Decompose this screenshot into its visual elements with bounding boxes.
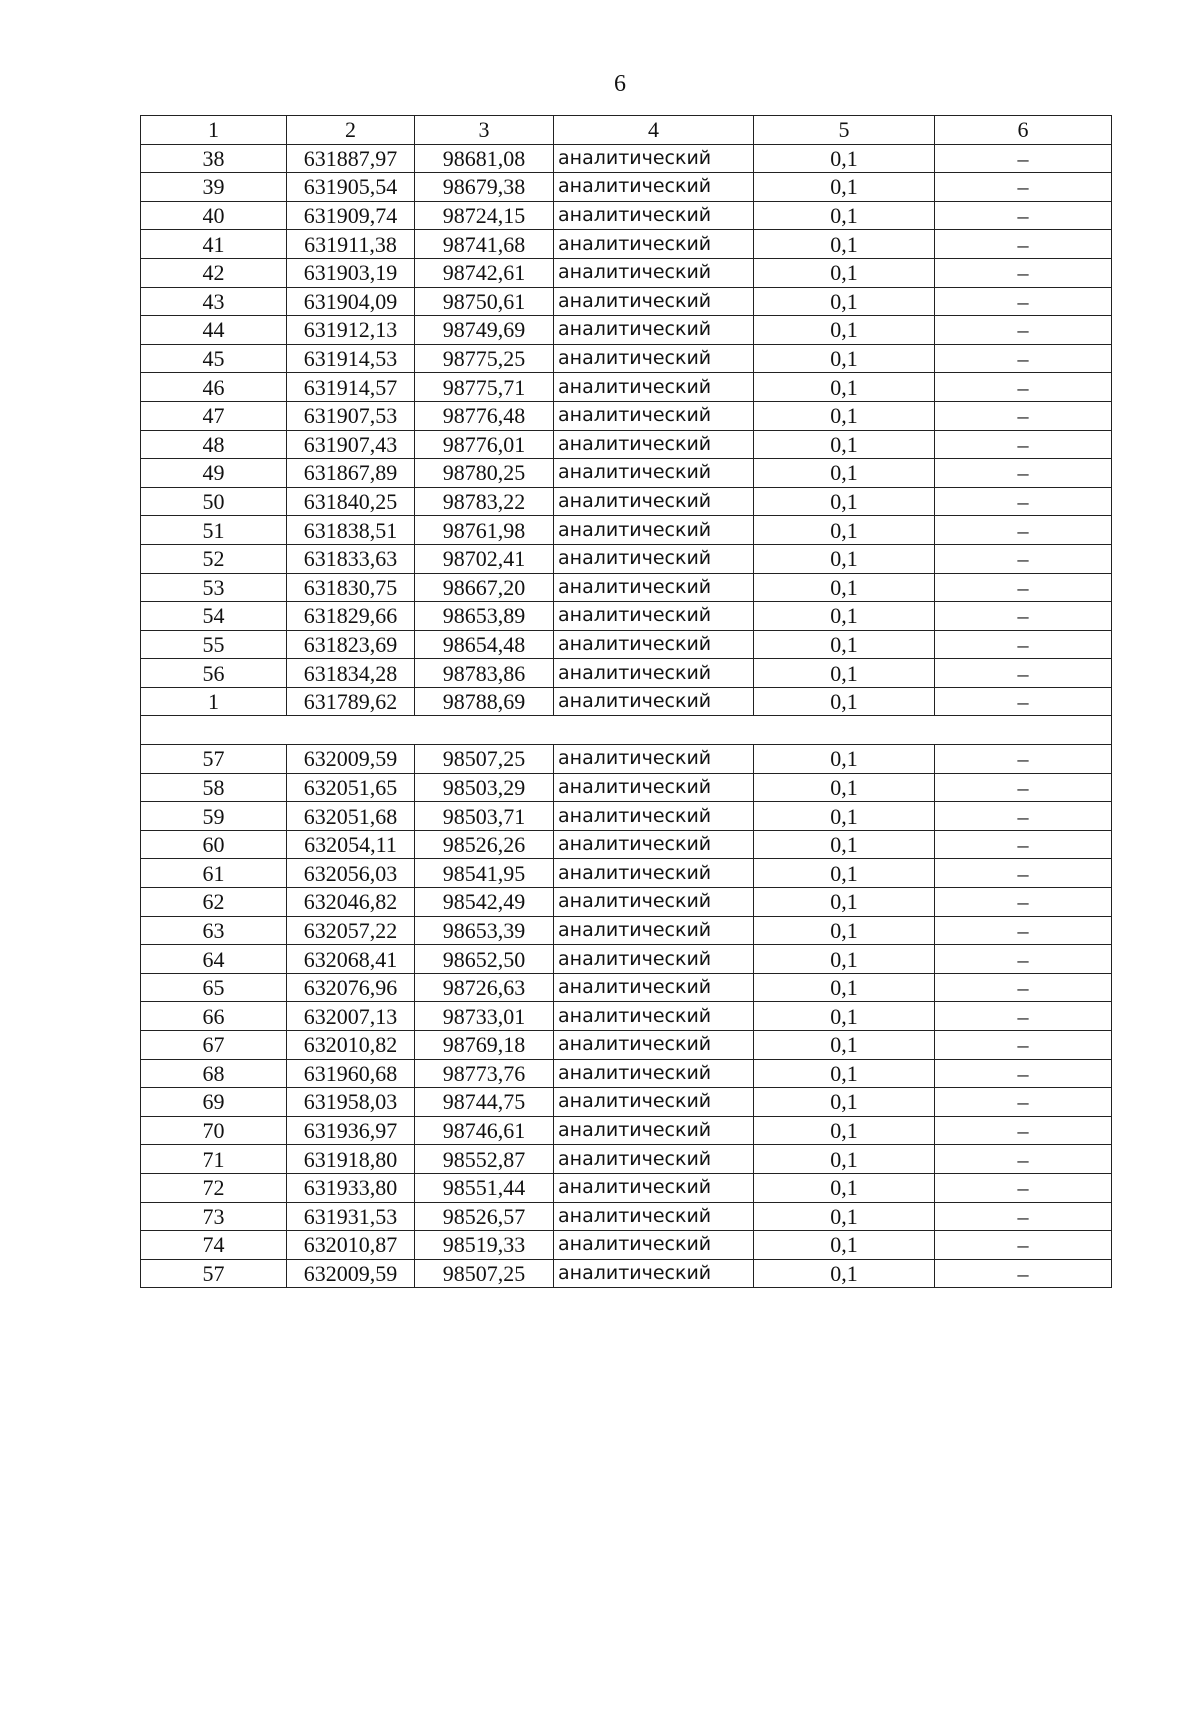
table-row xyxy=(141,544,1112,573)
table-cell: 632051,68 xyxy=(287,802,415,831)
table-cell: 98652,50 xyxy=(415,945,554,974)
table-row xyxy=(141,745,1112,774)
table-cell: 66 xyxy=(141,1002,287,1031)
table-cell: аналитический xyxy=(554,230,754,259)
table-cell: 0,1 xyxy=(754,258,935,287)
table-cell: аналитический xyxy=(554,544,754,573)
table-cell: аналитический xyxy=(554,973,754,1002)
table-row xyxy=(141,859,1112,888)
table-cell: 0,1 xyxy=(754,516,935,545)
column-header: 5 xyxy=(754,116,935,145)
table-cell: 632010,82 xyxy=(287,1031,415,1060)
table-cell: 98742,61 xyxy=(415,258,554,287)
table-cell: – xyxy=(935,859,1112,888)
table-cell: – xyxy=(935,230,1112,259)
table-cell: 98681,08 xyxy=(415,144,554,173)
table-row xyxy=(141,258,1112,287)
table-cell: 38 xyxy=(141,144,287,173)
table-cell: аналитический xyxy=(554,344,754,373)
table-cell: 70 xyxy=(141,1116,287,1145)
table-row xyxy=(141,973,1112,1002)
table-cell: 56 xyxy=(141,659,287,688)
coordinates-table xyxy=(140,115,1112,1288)
table-cell: – xyxy=(935,1231,1112,1260)
table-cell: 0,1 xyxy=(754,630,935,659)
table-cell: аналитический xyxy=(554,258,754,287)
table-row xyxy=(141,401,1112,430)
table-row xyxy=(141,144,1112,173)
table-cell: 98773,76 xyxy=(415,1059,554,1088)
table-cell: – xyxy=(935,430,1112,459)
table-row xyxy=(141,1231,1112,1260)
table-cell: – xyxy=(935,916,1112,945)
table-cell: 631911,38 xyxy=(287,230,415,259)
table-cell: 51 xyxy=(141,516,287,545)
table-row xyxy=(141,1002,1112,1031)
table-row xyxy=(141,888,1112,917)
table-cell: 63 xyxy=(141,916,287,945)
table-cell: 98744,75 xyxy=(415,1088,554,1117)
table-cell: 0,1 xyxy=(754,687,935,716)
table-cell: 632010,87 xyxy=(287,1231,415,1260)
table-cell: 0,1 xyxy=(754,973,935,1002)
table-cell: – xyxy=(935,401,1112,430)
table-cell: – xyxy=(935,1173,1112,1202)
table-cell: 0,1 xyxy=(754,773,935,802)
table-cell: 48 xyxy=(141,430,287,459)
table-cell: 67 xyxy=(141,1031,287,1060)
table-cell: 631914,53 xyxy=(287,344,415,373)
table-cell: 0,1 xyxy=(754,1202,935,1231)
table-cell: 0,1 xyxy=(754,1173,935,1202)
table-cell: – xyxy=(935,602,1112,631)
table-cell: – xyxy=(935,287,1112,316)
table-cell: аналитический xyxy=(554,745,754,774)
table-row xyxy=(141,1202,1112,1231)
table-row xyxy=(141,230,1112,259)
table-cell: аналитический xyxy=(554,802,754,831)
table-cell: 98750,61 xyxy=(415,287,554,316)
table-cell: 98552,87 xyxy=(415,1145,554,1174)
table-cell: – xyxy=(935,630,1112,659)
table-cell: – xyxy=(935,344,1112,373)
table-cell: 62 xyxy=(141,888,287,917)
table-cell: 98679,38 xyxy=(415,173,554,202)
table-cell: 98526,57 xyxy=(415,1202,554,1231)
table-cell: 98653,89 xyxy=(415,602,554,631)
table-cell: 54 xyxy=(141,602,287,631)
table-cell: 64 xyxy=(141,945,287,974)
table-cell: 0,1 xyxy=(754,430,935,459)
table-cell: 631914,57 xyxy=(287,373,415,402)
table-cell: 98724,15 xyxy=(415,201,554,230)
table-body xyxy=(141,144,1112,1288)
table-cell: 0,1 xyxy=(754,144,935,173)
table-cell: 69 xyxy=(141,1088,287,1117)
table-row xyxy=(141,1116,1112,1145)
table-cell: 631907,43 xyxy=(287,430,415,459)
table-row xyxy=(141,1173,1112,1202)
table-row xyxy=(141,630,1112,659)
table-row xyxy=(141,773,1112,802)
table-cell: – xyxy=(935,659,1112,688)
table-cell: – xyxy=(935,745,1112,774)
table-cell: 632051,65 xyxy=(287,773,415,802)
table-cell: 98519,33 xyxy=(415,1231,554,1260)
table-cell: – xyxy=(935,573,1112,602)
table-row xyxy=(141,459,1112,488)
table-cell: 42 xyxy=(141,258,287,287)
table-cell: 0,1 xyxy=(754,745,935,774)
table-cell: 98788,69 xyxy=(415,687,554,716)
table-cell: 0,1 xyxy=(754,945,935,974)
table-cell: 0,1 xyxy=(754,802,935,831)
table-cell: 631829,66 xyxy=(287,602,415,631)
table-cell: 61 xyxy=(141,859,287,888)
table-row xyxy=(141,516,1112,545)
table-row xyxy=(141,916,1112,945)
table-cell: 39 xyxy=(141,173,287,202)
table-cell: 631830,75 xyxy=(287,573,415,602)
table-cell: 0,1 xyxy=(754,1002,935,1031)
column-header: 1 xyxy=(141,116,287,145)
table-cell: аналитический xyxy=(554,687,754,716)
table-cell: 50 xyxy=(141,487,287,516)
table-cell: аналитический xyxy=(554,1202,754,1231)
table-row xyxy=(141,945,1112,974)
column-header: 3 xyxy=(415,116,554,145)
table-cell: аналитический xyxy=(554,1173,754,1202)
table-cell: аналитический xyxy=(554,1002,754,1031)
table-cell: 0,1 xyxy=(754,487,935,516)
table-cell: – xyxy=(935,945,1112,974)
table-cell: аналитический xyxy=(554,1145,754,1174)
table-cell: 98775,25 xyxy=(415,344,554,373)
table-cell: 631840,25 xyxy=(287,487,415,516)
table-cell: 98507,25 xyxy=(415,1259,554,1288)
table-cell: – xyxy=(935,144,1112,173)
table-cell: – xyxy=(935,487,1112,516)
table-cell: 0,1 xyxy=(754,573,935,602)
table-cell: 0,1 xyxy=(754,1231,935,1260)
table-cell: аналитический xyxy=(554,659,754,688)
table-row xyxy=(141,602,1112,631)
table-row xyxy=(141,830,1112,859)
table-cell: 0,1 xyxy=(754,859,935,888)
table-cell: 631904,09 xyxy=(287,287,415,316)
table-cell: 59 xyxy=(141,802,287,831)
table-cell: 65 xyxy=(141,973,287,1002)
table-cell: 0,1 xyxy=(754,659,935,688)
table-cell: 631909,74 xyxy=(287,201,415,230)
table-cell: 0,1 xyxy=(754,401,935,430)
table-cell: – xyxy=(935,1088,1112,1117)
table-cell: 98776,48 xyxy=(415,401,554,430)
table-row xyxy=(141,316,1112,345)
table-cell: 57 xyxy=(141,1259,287,1288)
table-cell: – xyxy=(935,1059,1112,1088)
table-cell: 43 xyxy=(141,287,287,316)
table-cell: 46 xyxy=(141,373,287,402)
table-cell: аналитический xyxy=(554,201,754,230)
table-cell: 98551,44 xyxy=(415,1173,554,1202)
table-cell: – xyxy=(935,687,1112,716)
table-cell: 68 xyxy=(141,1059,287,1088)
table-cell: 98780,25 xyxy=(415,459,554,488)
table-cell: 98741,68 xyxy=(415,230,554,259)
table-cell: 0,1 xyxy=(754,1116,935,1145)
table-cell: – xyxy=(935,1002,1112,1031)
table-cell: 98769,18 xyxy=(415,1031,554,1060)
table-cell: 631960,68 xyxy=(287,1059,415,1088)
table-cell: аналитический xyxy=(554,916,754,945)
table-cell: аналитический xyxy=(554,1059,754,1088)
table-cell: 98542,49 xyxy=(415,888,554,917)
table-cell: 98746,61 xyxy=(415,1116,554,1145)
table-cell: 98526,26 xyxy=(415,830,554,859)
table-cell: – xyxy=(935,1031,1112,1060)
table-cell: аналитический xyxy=(554,430,754,459)
table-cell: аналитический xyxy=(554,602,754,631)
table-cell: 631933,80 xyxy=(287,1173,415,1202)
table-cell: аналитический xyxy=(554,173,754,202)
table-row xyxy=(141,201,1112,230)
table-cell: – xyxy=(935,1202,1112,1231)
table-cell: 0,1 xyxy=(754,1031,935,1060)
table-cell: 0,1 xyxy=(754,316,935,345)
table-cell: 47 xyxy=(141,401,287,430)
table-cell: аналитический xyxy=(554,945,754,974)
table-row xyxy=(141,373,1112,402)
table-cell: 0,1 xyxy=(754,230,935,259)
table-cell: 74 xyxy=(141,1231,287,1260)
table-row xyxy=(141,1088,1112,1117)
table-cell: 632009,59 xyxy=(287,1259,415,1288)
table-cell: 631912,13 xyxy=(287,316,415,345)
table-cell: 631823,69 xyxy=(287,630,415,659)
table-cell: аналитический xyxy=(554,287,754,316)
table-cell: аналитический xyxy=(554,573,754,602)
table-cell: – xyxy=(935,1145,1112,1174)
table-cell: 98654,48 xyxy=(415,630,554,659)
table-cell: 0,1 xyxy=(754,544,935,573)
table-cell: 631905,54 xyxy=(287,173,415,202)
table-cell: 98503,71 xyxy=(415,802,554,831)
table-row xyxy=(141,1059,1112,1088)
table-cell: 0,1 xyxy=(754,287,935,316)
table-cell: аналитический xyxy=(554,144,754,173)
table-cell: 0,1 xyxy=(754,1145,935,1174)
page-number: 6 xyxy=(614,71,626,97)
header-row xyxy=(141,116,1112,145)
table-cell: 631867,89 xyxy=(287,459,415,488)
table-cell: 72 xyxy=(141,1173,287,1202)
table-cell: 0,1 xyxy=(754,1259,935,1288)
table-cell: 58 xyxy=(141,773,287,802)
table-cell: 632076,96 xyxy=(287,973,415,1002)
table-row xyxy=(141,687,1112,716)
table-cell: 98653,39 xyxy=(415,916,554,945)
table-cell: 40 xyxy=(141,201,287,230)
table-row xyxy=(141,573,1112,602)
table-cell: 0,1 xyxy=(754,201,935,230)
table-cell: 98667,20 xyxy=(415,573,554,602)
table-row xyxy=(141,344,1112,373)
table-cell: 98503,29 xyxy=(415,773,554,802)
table-cell: – xyxy=(935,830,1112,859)
table-cell: 631833,63 xyxy=(287,544,415,573)
table-cell: – xyxy=(935,516,1112,545)
table-row xyxy=(141,487,1112,516)
table-cell: 631918,80 xyxy=(287,1145,415,1174)
table-cell: 0,1 xyxy=(754,602,935,631)
table-cell: – xyxy=(935,173,1112,202)
column-header: 4 xyxy=(554,116,754,145)
table-cell: аналитический xyxy=(554,1088,754,1117)
table-row xyxy=(141,802,1112,831)
table-cell: – xyxy=(935,1116,1112,1145)
table-cell: 45 xyxy=(141,344,287,373)
table-cell: 41 xyxy=(141,230,287,259)
table-cell: 71 xyxy=(141,1145,287,1174)
table-cell: 631887,97 xyxy=(287,144,415,173)
table-cell: аналитический xyxy=(554,487,754,516)
table-cell: – xyxy=(935,888,1112,917)
table-cell: 98726,63 xyxy=(415,973,554,1002)
column-header: 6 xyxy=(935,116,1112,145)
table-cell: 49 xyxy=(141,459,287,488)
separator-cell xyxy=(141,716,1112,745)
table-cell: аналитический xyxy=(554,830,754,859)
table-cell: 0,1 xyxy=(754,459,935,488)
table-cell: – xyxy=(935,201,1112,230)
table-cell: аналитический xyxy=(554,316,754,345)
table-cell: 631958,03 xyxy=(287,1088,415,1117)
table-cell: 0,1 xyxy=(754,344,935,373)
table-row xyxy=(141,1259,1112,1288)
table-cell: 98541,95 xyxy=(415,859,554,888)
table-cell: – xyxy=(935,1259,1112,1288)
table-cell: – xyxy=(935,459,1112,488)
table-cell: 0,1 xyxy=(754,1059,935,1088)
table-cell: 55 xyxy=(141,630,287,659)
table-cell: аналитический xyxy=(554,773,754,802)
table-cell: – xyxy=(935,773,1112,802)
table-row xyxy=(141,1031,1112,1060)
table-cell: 631789,62 xyxy=(287,687,415,716)
table-cell: аналитический xyxy=(554,1031,754,1060)
table-row xyxy=(141,1145,1112,1174)
table-cell: аналитический xyxy=(554,1116,754,1145)
table-cell: аналитический xyxy=(554,1231,754,1260)
column-header: 2 xyxy=(287,116,415,145)
table-cell: 631931,53 xyxy=(287,1202,415,1231)
table-cell: 632056,03 xyxy=(287,859,415,888)
separator-row xyxy=(141,716,1112,745)
table-row xyxy=(141,173,1112,202)
table-cell: 52 xyxy=(141,544,287,573)
table-cell: 0,1 xyxy=(754,916,935,945)
table-cell: 1 xyxy=(141,687,287,716)
table-cell: 632054,11 xyxy=(287,830,415,859)
table-cell: аналитический xyxy=(554,401,754,430)
table-cell: аналитический xyxy=(554,373,754,402)
table-cell: 98733,01 xyxy=(415,1002,554,1031)
table-cell: аналитический xyxy=(554,859,754,888)
table-cell: 631907,53 xyxy=(287,401,415,430)
table-cell: 98775,71 xyxy=(415,373,554,402)
table-cell: аналитический xyxy=(554,888,754,917)
table-cell: аналитический xyxy=(554,459,754,488)
table-cell: – xyxy=(935,258,1112,287)
table-cell: 44 xyxy=(141,316,287,345)
table-row xyxy=(141,659,1112,688)
table-cell: – xyxy=(935,802,1112,831)
table-cell: 57 xyxy=(141,745,287,774)
table-cell: 0,1 xyxy=(754,830,935,859)
table-cell: 98507,25 xyxy=(415,745,554,774)
table-cell: аналитический xyxy=(554,630,754,659)
table-cell: 53 xyxy=(141,573,287,602)
table-cell: 98783,22 xyxy=(415,487,554,516)
table-cell: 98783,86 xyxy=(415,659,554,688)
table-cell: 632046,82 xyxy=(287,888,415,917)
table-cell: 0,1 xyxy=(754,373,935,402)
table-cell: 632057,22 xyxy=(287,916,415,945)
table-cell: 0,1 xyxy=(754,173,935,202)
table-cell: 632007,13 xyxy=(287,1002,415,1031)
table-cell: 631834,28 xyxy=(287,659,415,688)
table-cell: 0,1 xyxy=(754,1088,935,1117)
table-cell: – xyxy=(935,373,1112,402)
table-cell: – xyxy=(935,316,1112,345)
table-cell: 631838,51 xyxy=(287,516,415,545)
table-cell: 0,1 xyxy=(754,888,935,917)
table-cell: 631903,19 xyxy=(287,258,415,287)
table-cell: 98761,98 xyxy=(415,516,554,545)
table-cell: 98749,69 xyxy=(415,316,554,345)
table-cell: 631936,97 xyxy=(287,1116,415,1145)
table-cell: аналитический xyxy=(554,1259,754,1288)
table-row xyxy=(141,287,1112,316)
table-row xyxy=(141,430,1112,459)
table-cell: – xyxy=(935,973,1112,1002)
table-cell: 73 xyxy=(141,1202,287,1231)
table-cell: 632068,41 xyxy=(287,945,415,974)
table-cell: 98702,41 xyxy=(415,544,554,573)
table-cell: 632009,59 xyxy=(287,745,415,774)
table-cell: – xyxy=(935,544,1112,573)
table-cell: аналитический xyxy=(554,516,754,545)
table-cell: 98776,01 xyxy=(415,430,554,459)
table-cell: 60 xyxy=(141,830,287,859)
